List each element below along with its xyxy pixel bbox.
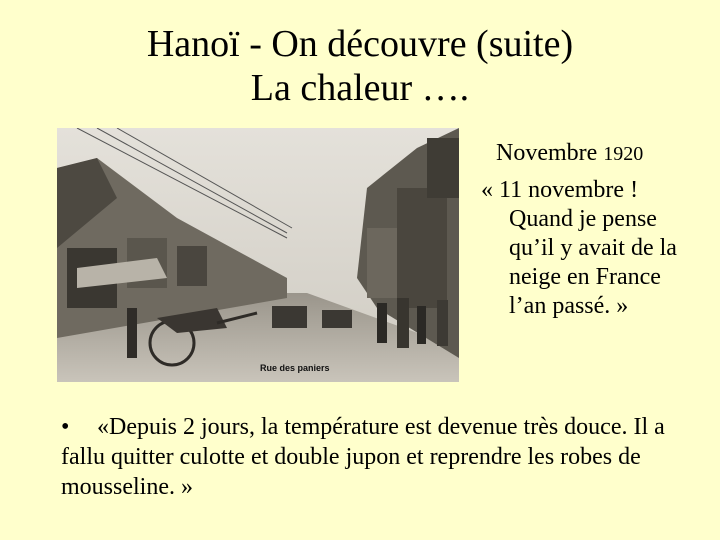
date-year: 1920 bbox=[603, 143, 644, 165]
photo-caption: Rue des paniers bbox=[260, 363, 330, 373]
bullet-icon: • bbox=[61, 414, 70, 440]
title-line-1: Hanoï - On découvre (suite) bbox=[146, 23, 574, 65]
diary-quote bbox=[481, 176, 696, 321]
date-month: Novembre bbox=[496, 140, 598, 166]
bullet-text: «Depuis 2 jours, la température est devenue très douce. Il a fallu quitter culotte et double jupon et reprendre les robes de mousseline. » bbox=[61, 414, 665, 500]
slide-title bbox=[0, 22, 720, 110]
bullet-item bbox=[61, 412, 701, 502]
quote-continuation: Quand je pense qu’il y avait de la neige en France l’an passé. » bbox=[509, 206, 677, 319]
date-label bbox=[496, 140, 643, 167]
street-photo-drawing bbox=[57, 128, 459, 382]
title-line-2: La chaleur …. bbox=[250, 67, 470, 109]
quote-first-line: « 11 novembre ! bbox=[481, 177, 639, 203]
street-photo bbox=[57, 128, 459, 382]
